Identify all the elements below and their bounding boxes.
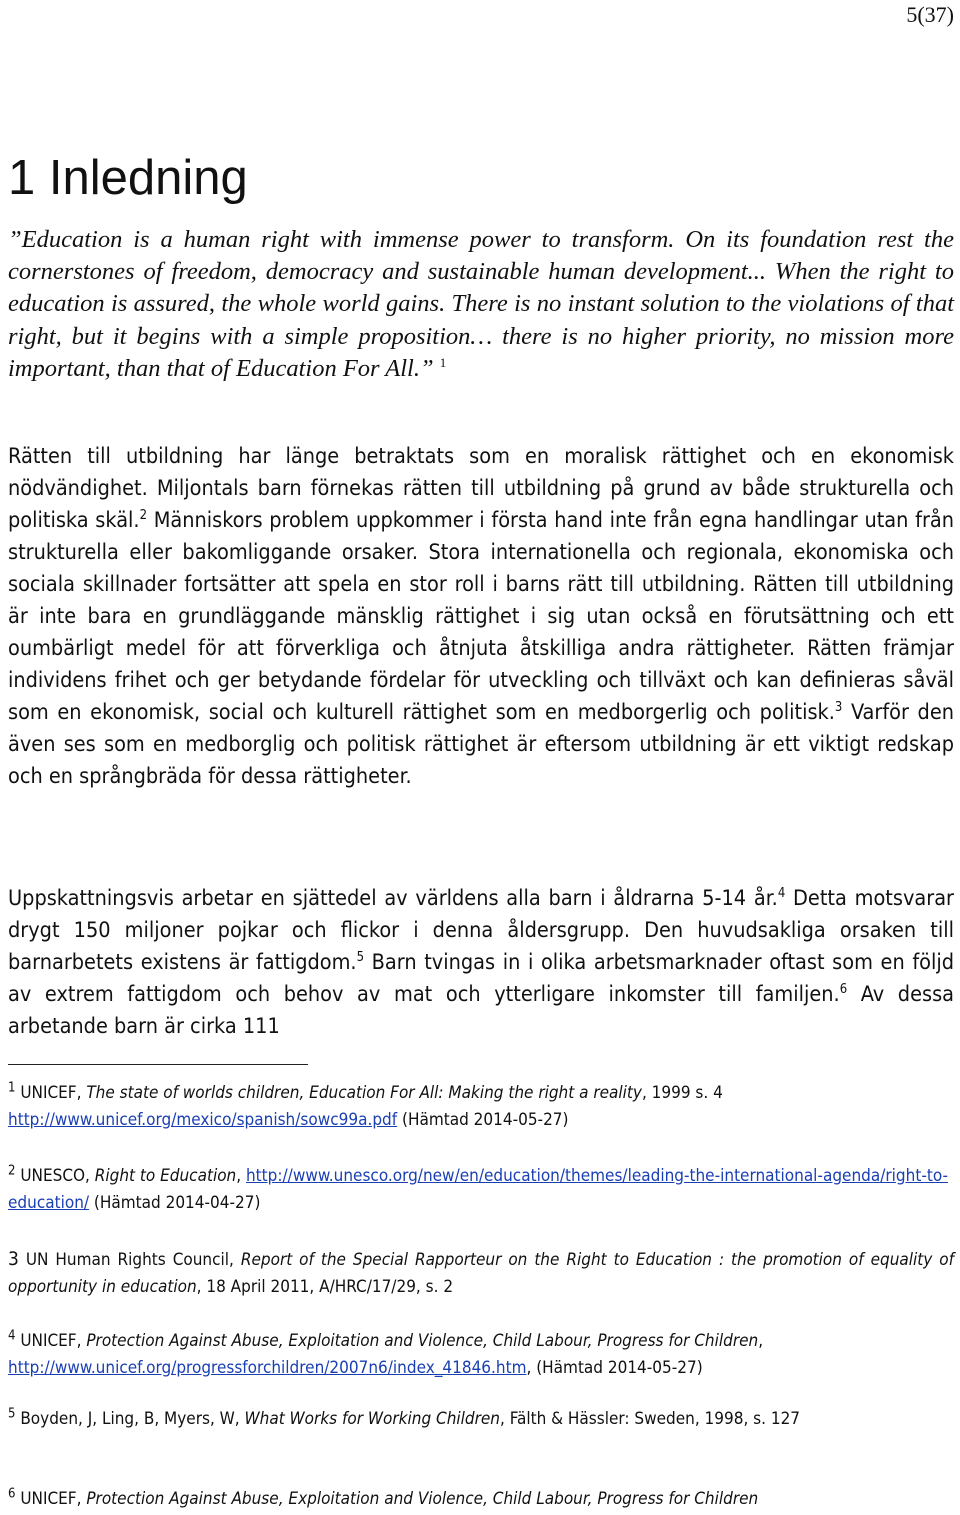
quote-text: ”Education is a human right with immense power to transform. On its foundation rest the cornerstones of freedom, democracy and sustainable human development... When the right to education is assured, the whole world gains. There is no instant solution to the violations of that right, but it begins with a simple proposition… there is no higher priority, no mission more important, than that of Education For All.” [8,226,954,382]
footnote-title: Protection Against Abuse, Exploitation and Violence, Child Labour, Progress for Children [86,1331,759,1351]
footnote-3 [8,1246,954,1301]
footnote-title: The state of worlds children, Education For All: Making the right a reality [86,1083,642,1103]
footnote-link[interactable]: http://www.unesco.org/new/en/education/themes/leading-the-international-agenda/right-to-education/ [8,1166,949,1213]
footnote-title: Right to Education [94,1166,237,1186]
footnote-title: What Works for Working Children [244,1409,500,1429]
footnote-ref[interactable]: 3 [834,699,843,715]
chapter-heading: 1 Inledning [8,151,248,205]
footnote-number: 4 [8,1328,16,1344]
footnote-separator [8,1064,308,1065]
body-paragraph [8,883,954,1043]
sentence: Detta motsvarar drygt 150 miljoner pojkar och flickor i denna åldersgrupp. Den huvudsakliga orsaken till barnarbetets existens är fattigdom. [8,886,954,975]
footnote-6 [8,1486,954,1513]
footnote-1 [8,1080,954,1134]
footnote-number: 1 [8,1080,16,1096]
footnote-details: , [236,1166,246,1186]
footnote-retrieved: , (Hämtad 2014-05-27) [526,1358,703,1378]
footnote-author: UN Human Rights Council, [25,1250,241,1270]
footnote-number: 3 [8,1248,19,1270]
footnote-2 [8,1163,954,1217]
footnote-details: , 18 April 2011, A/HRC/17/29, s. 2 [196,1277,454,1297]
footnote-retrieved: (Hämtad 2014-04-27) [89,1193,261,1213]
footnote-author: Boyden, J, Ling, B, Myers, W, [20,1409,245,1429]
footnote-5 [8,1406,954,1433]
footnote-title: Protection Against Abuse, Exploitation and Violence, Child Labour, Progress for Children [86,1489,759,1509]
footnote-author: UNESCO, [20,1166,95,1186]
sentence: Människors problem uppkommer i första hand inte från egna handlingar utan från strukturella eller bakomliggande orsaker. Stora internationella och regionala, ekonomiska och sociala skillnader fortsätter att spela en stor roll i barns rätt till utbildning. Rätten till utbildning är inte bara en grundläggande mänsklig rättighet i sig utan också en förutsättning och ett oumbärligt medel för att förverkliga och åtnjuta åtskilliga andra rättigheter. Rätten främjar individens frihet och ger betydande fördelar för utveckling och tillväxt och kan definieras såväl som en ekonomisk, social och kulturell rättighet som en medborgerlig och politisk. [8,508,955,725]
sentence: Rätten till utbildning har länge betraktats som en moralisk rättighet och en ekonomisk nödvändighet. Miljontals barn förnekas rätten till utbildning på grund av både strukturella och politiska skäl. [8,444,954,533]
footnote-details: , 1999 s. 4 [641,1083,723,1103]
footnote-ref[interactable]: 1 [439,354,447,370]
sentence: Av dessa arbetande barn är cirka 111 [8,982,955,1039]
footnote-ref[interactable]: 4 [777,885,786,901]
sentence: Uppskattningsvis arbetar en sjättedel av världens alla barn i åldrarna 5-14 år. [8,886,778,911]
body-paragraph [8,441,954,793]
footnote-ref[interactable]: 6 [839,981,848,997]
footnote-link[interactable]: http://www.unicef.org/progressforchildren/2007n6/index_41846.htm [8,1358,527,1378]
sentence: Barn tvingas in i olika arbetsmarknader oftast som en följd av extrem fattigdom och behov av mat och ytterligare inkomster till familjen. [8,950,954,1007]
page-number: 5(37) [906,2,954,27]
footnote-details: , Fälth & Hässler: Sweden, 1998, s. 127 [500,1409,801,1429]
footnote-author: UNICEF, [20,1083,87,1103]
footnote-author: UNICEF, [20,1331,87,1351]
footnote-author: UNICEF, [20,1489,87,1509]
footnote-title: Report of the Special Rapporteur on the Right to Education : the promotion of equality of opportunity in education [8,1250,955,1297]
epigraph-quote [8,224,954,385]
footnote-details: , [758,1331,764,1351]
footnote-number: 6 [8,1486,16,1502]
footnote-ref[interactable]: 5 [356,949,365,965]
sentence: Varför den även ses som en medborglig och politisk rättighet är eftersom utbildning är ett viktigt redskap och en språngbräda för dessa rättigheter. [8,700,955,789]
footnote-link[interactable]: http://www.unicef.org/mexico/spanish/sowc99a.pdf [8,1110,398,1130]
footnote-4 [8,1328,954,1382]
footnote-ref[interactable]: 2 [139,507,148,523]
footnote-number: 2 [8,1163,16,1179]
footnote-retrieved: (Hämtad 2014-05-27) [397,1110,569,1130]
footnote-number: 5 [8,1406,16,1422]
